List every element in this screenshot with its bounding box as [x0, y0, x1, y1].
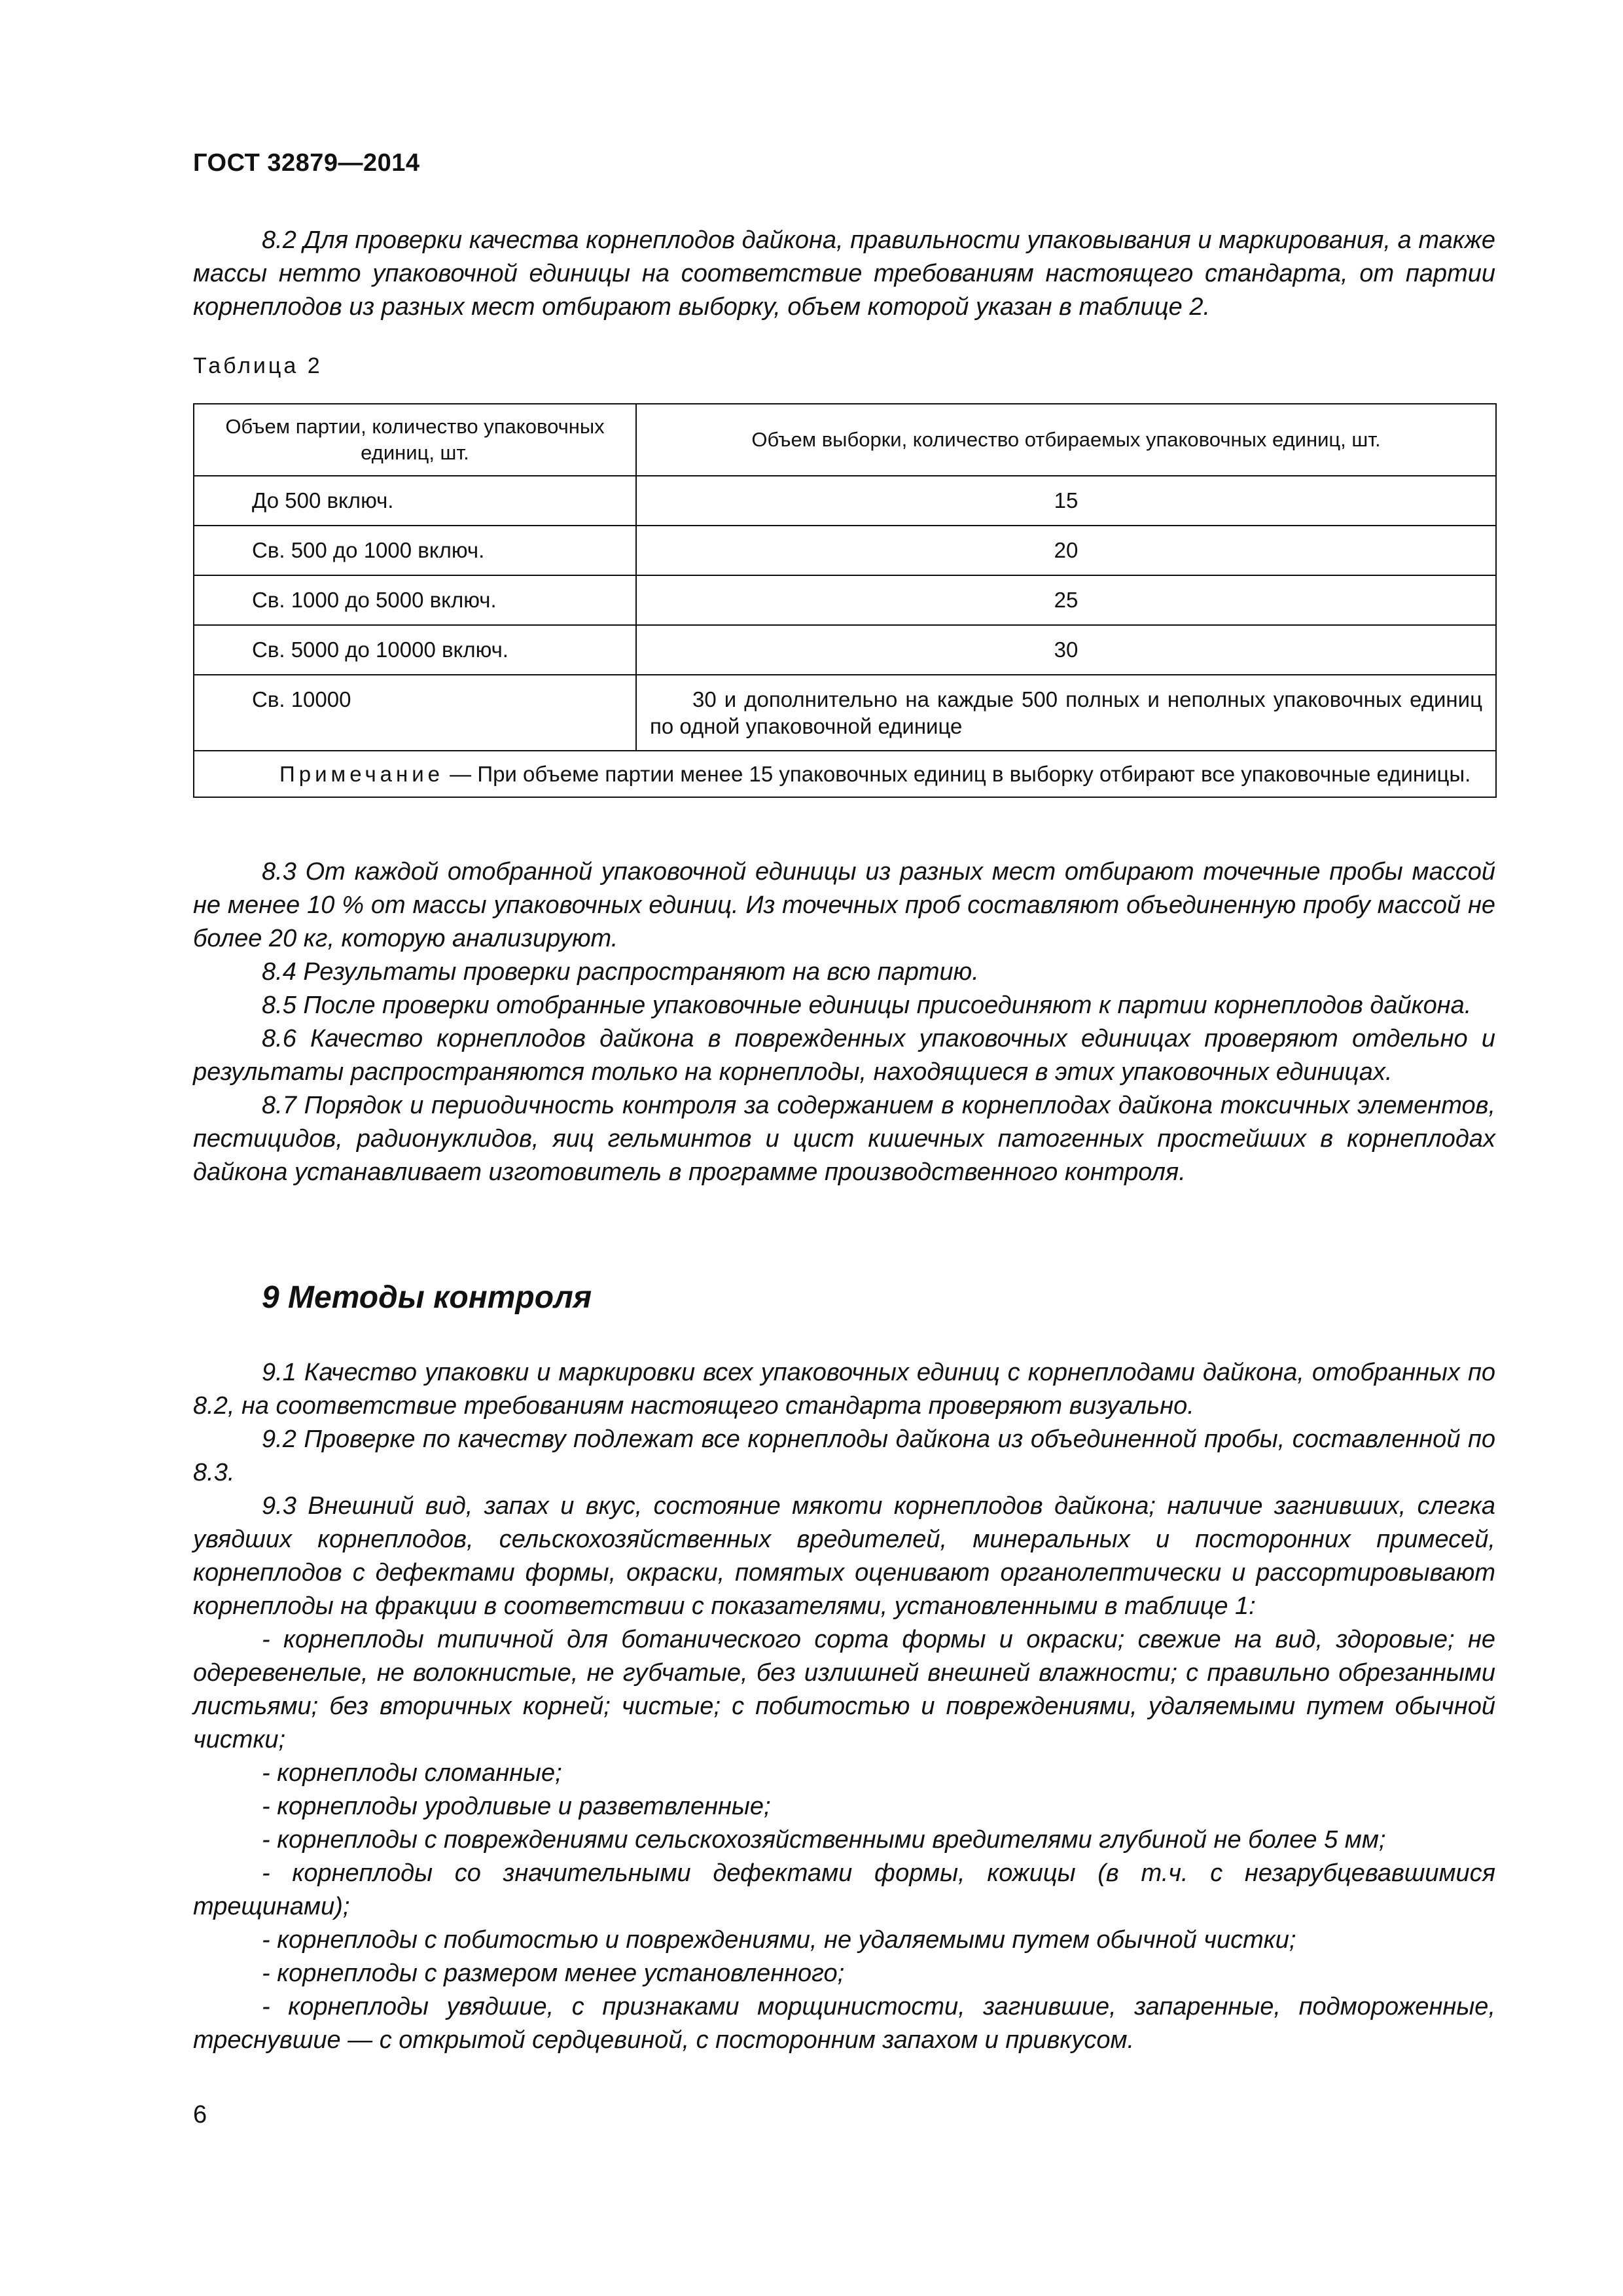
paragraph-8-2: 8.2 Для проверки качества корнеплодов дайкона, правильности упаковывания и маркирования, а также массы нетто упаковочной единицы на соответствие требованиям настоящего стандарта, от партии корнеплодов из разных мест отбирают выборку, объем которой указан в таблице 2.	[193, 226, 1495, 321]
sample-size-table	[193, 403, 1497, 798]
list-item: - корнеплоды уродливые и разветвленные;	[262, 1793, 771, 1820]
table-cell-lot: Св. 500 до 1000 включ.	[194, 526, 636, 575]
table-header-sample-size: Объем выборки, количество отбираемых упаковочных единиц, шт.	[636, 404, 1496, 476]
list-item: - корнеплоды со значительными дефектами формы, кожицы (в т.ч. с незарубцевавшимися трещинами);	[193, 1859, 1495, 1920]
table-cell-sample: 30 и дополнительно на каждые 500 полных и неполных упаковочных единиц по одной упаковочной единице	[636, 675, 1496, 751]
table-note-row	[194, 751, 1496, 797]
page-number: 6	[193, 2101, 207, 2128]
table-cell-lot: Св. 10000	[194, 675, 636, 751]
table-note-text: — При объеме партии менее 15 упаковочных единиц в выборку отбирают все упаковочные единицы.	[444, 762, 1471, 786]
list-item: - корнеплоды типичной для ботанического сорта формы и окраски; свежие на вид, здоровые; не одеревенелые, не волокнистые, не губчатые, без излишней внешней влажности; с правильно обрезанными листьями; без вторичных корней; чистые; с побитостью и повреждениями, удаляемыми путем обычной чистки;	[193, 1626, 1495, 1753]
paragraph-8-7: 8.7 Порядок и периодичность контроля за содержанием в корнеплодах дайкона токсичных элементов, пестицидов, радионуклидов, яиц гельминтов и цист кишечных патогенных простейших в корнеплодах дайкона устанавливает изготовитель в программе производственного контроля.	[193, 1092, 1495, 1186]
table-caption: Таблица 2	[193, 353, 323, 378]
section-9-block	[193, 1356, 1495, 2057]
table-header-row	[194, 404, 1496, 476]
paragraph-8-2-block	[193, 224, 1495, 324]
paragraph-8-5: 8.5 После проверки отобранные упаковочные единицы присоединяют к партии корнеплодов дайкона.	[262, 992, 1472, 1019]
document-header: ГОСТ 32879—2014	[193, 149, 420, 177]
table-row	[194, 526, 1496, 575]
list-item: - корнеплоды с побитостью и повреждениями, не удаляемыми путем обычной чистки;	[262, 1926, 1296, 1954]
table-cell-lot: Св. 5000 до 10000 включ.	[194, 625, 636, 675]
table-note	[194, 751, 1496, 797]
table-row	[194, 476, 1496, 526]
table-cell-sample: 15	[636, 476, 1496, 526]
paragraph-8-3: 8.3 От каждой отобранной упаковочной единицы из разных мест отбирают точечные пробы массой не менее 10 % от массы упаковочных единиц. Из точечных проб составляют объединенную пробу массой не более 20 кг, которую анализируют.	[193, 858, 1495, 952]
table-row	[194, 575, 1496, 625]
paragraph-8-6: 8.6 Качество корнеплодов дайкона в поврежденных упаковочных единицах проверяют отдельно и результаты распространяются только на корнеплоды, находящиеся в этих упаковочных единицах.	[193, 1025, 1495, 1086]
table-row	[194, 625, 1496, 675]
table-note-label: Примечание	[279, 762, 444, 786]
section-9-title: 9 Методы контроля	[262, 1280, 592, 1315]
table-row	[194, 675, 1496, 751]
paragraph-9-2: 9.2 Проверке по качеству подлежат все корнеплоды дайкона из объединенной пробы, составленной по 8.3.	[193, 1426, 1495, 1486]
list-item: - корнеплоды с размером менее установленного;	[262, 1960, 845, 1987]
paragraph-9-3: 9.3 Внешний вид, запах и вкус, состояние мякоти корнеплодов дайкона; наличие загнивших, слегка увядших корнеплодов, сельскохозяйственных вредителей, минеральных и посторонних примесей, корнеплодов с дефектами формы, окраски, помятых оценивают органолептически и рассортировывают корнеплоды на фракции в соответствии с показателями, установленными в таблице 1:	[193, 1492, 1495, 1620]
table-cell-lot: Св. 1000 до 5000 включ.	[194, 575, 636, 625]
list-item: - корнеплоды сломанные;	[262, 1759, 562, 1787]
list-item: - корнеплоды с повреждениями сельскохозяйственными вредителями глубиной не более 5 мм;	[262, 1826, 1386, 1854]
table-header-lot-size: Объем партии, количество упаковочных единиц, шт.	[194, 404, 636, 476]
table-cell-sample: 30	[636, 625, 1496, 675]
list-item: - корнеплоды увядшие, с признаками морщинистости, загнившие, запаренные, подмороженные, треснувшие — с открытой сердцевиной, с посторонним запахом и привкусом.	[193, 1993, 1495, 2054]
paragraph-9-1: 9.1 Качество упаковки и маркировки всех упаковочных единиц с корнеплодами дайкона, отобранных по 8.2, на соответствие требованиям настоящего стандарта проверяют визуально.	[193, 1359, 1495, 1420]
table-cell-sample: 25	[636, 575, 1496, 625]
table-cell-lot: До 500 включ.	[194, 476, 636, 526]
paragraphs-8-block	[193, 855, 1495, 1189]
paragraph-8-4: 8.4 Результаты проверки распространяют на всю партию.	[262, 958, 979, 986]
table-cell-sample: 20	[636, 526, 1496, 575]
